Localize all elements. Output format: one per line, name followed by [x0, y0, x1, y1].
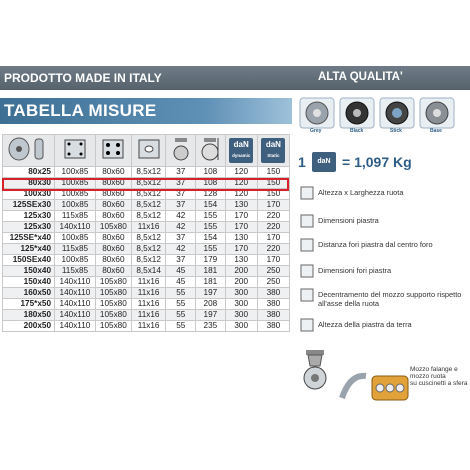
- table-cell: 140x110: [55, 310, 96, 321]
- table-cell: 197: [196, 310, 226, 321]
- table-row: [3, 310, 290, 321]
- table-cell: 125SE*x40: [3, 233, 55, 244]
- table-cell: 80x60: [95, 167, 131, 178]
- table-cell: 80x60: [95, 255, 131, 266]
- table-cell: 181: [196, 266, 226, 277]
- table-row: [3, 167, 290, 178]
- load-value: = 1,097 Kg: [342, 154, 412, 170]
- hub-note: [410, 366, 470, 387]
- load-conversion: [298, 150, 468, 174]
- legend-icon: [300, 186, 314, 200]
- table-cell: 11x16: [131, 222, 166, 233]
- table-cell: 108: [196, 167, 226, 178]
- table-cell: 125x30: [3, 211, 55, 222]
- table-cell: 300: [225, 288, 257, 299]
- table-cell: 55: [166, 310, 196, 321]
- table-cell: 154: [196, 233, 226, 244]
- sizes-table: [2, 134, 290, 332]
- table-cell: 55: [166, 288, 196, 299]
- table-cell: 140x110: [55, 277, 96, 288]
- table-cell: 380: [257, 288, 289, 299]
- table-cell: 105x80: [95, 277, 131, 288]
- header-banner: [0, 66, 470, 90]
- table-cell: 180x50: [3, 310, 55, 321]
- table-cell: 55: [166, 321, 196, 332]
- table-cell: 120: [225, 189, 257, 200]
- table-cell: 130: [225, 255, 257, 266]
- dynamic-load-icon: [225, 135, 257, 167]
- table-body: [3, 167, 290, 332]
- table-cell: 300: [225, 299, 257, 310]
- table-row: [3, 244, 290, 255]
- table-cell: 125SEx30: [3, 200, 55, 211]
- table-cell: 155: [196, 222, 226, 233]
- table-cell: 170: [225, 244, 257, 255]
- table-cell: 150SEx40: [3, 255, 55, 266]
- table-cell: 105x80: [95, 310, 131, 321]
- table-row: [3, 200, 290, 211]
- static-load-label: daN: [265, 140, 281, 149]
- table-row: [3, 299, 290, 310]
- wheel-label-grey: Grey: [310, 128, 322, 134]
- table-cell: 130: [225, 200, 257, 211]
- table-cell: 155: [196, 244, 226, 255]
- table-cell: 150x40: [3, 277, 55, 288]
- legend-item: Altezza x Larghezza ruota: [318, 188, 404, 197]
- table-cell: 11x16: [131, 299, 166, 310]
- table-row: [3, 277, 290, 288]
- table-header-row: [3, 135, 290, 167]
- table-cell: 100x85: [55, 200, 96, 211]
- made-in-italy-label: PRODOTTO MADE IN ITALY: [4, 71, 162, 85]
- table-cell: 80x60: [95, 244, 131, 255]
- table-cell: 200: [225, 277, 257, 288]
- table-cell: 80x60: [95, 233, 131, 244]
- table-cell: 8,5x12: [131, 244, 166, 255]
- table-cell: 80x60: [95, 189, 131, 200]
- table-cell: 11x16: [131, 288, 166, 299]
- table-cell: 45: [166, 277, 196, 288]
- plate-dimension-icon: [55, 135, 96, 167]
- table-row: [3, 321, 290, 332]
- table-cell: 105x80: [95, 321, 131, 332]
- table-cell: 100x85: [55, 255, 96, 266]
- table-cell: 100x85: [55, 178, 96, 189]
- table-cell: 100x85: [55, 189, 96, 200]
- table-cell: 179: [196, 255, 226, 266]
- table-cell: 8,5x12: [131, 233, 166, 244]
- table-cell: 80x60: [95, 211, 131, 222]
- table-cell: 125x30: [3, 222, 55, 233]
- table-cell: 200: [225, 266, 257, 277]
- dan-load-icon: daN: [312, 152, 336, 172]
- hub-note-2: mozzo ruota: [410, 373, 446, 380]
- table-cell: 181: [196, 277, 226, 288]
- table-cell: 220: [257, 222, 289, 233]
- legend-icon: [300, 264, 314, 278]
- offset-icon: [166, 135, 196, 167]
- table-row: [3, 233, 290, 244]
- table-cell: 55: [166, 299, 196, 310]
- table-cell: 80x25: [3, 167, 55, 178]
- table-cell: 300: [225, 321, 257, 332]
- table-row: [3, 266, 290, 277]
- table-row: [3, 222, 290, 233]
- table-cell: 380: [257, 310, 289, 321]
- table-cell: 170: [257, 200, 289, 211]
- table-cell: 80x60: [95, 178, 131, 189]
- table-cell: 155: [196, 211, 226, 222]
- table-cell: 42: [166, 211, 196, 222]
- table-cell: 170: [257, 233, 289, 244]
- table-cell: 170: [225, 222, 257, 233]
- hub-note-3: su cuscinetti a sfera: [410, 380, 468, 387]
- table-cell: 8,5x12: [131, 189, 166, 200]
- table-cell: 120: [225, 178, 257, 189]
- hole-size-icon: [131, 135, 166, 167]
- table-cell: 300: [225, 310, 257, 321]
- legend-icon: [300, 238, 314, 252]
- table-cell: 150: [257, 178, 289, 189]
- legend-item: Decentramento del mozzo supporto rispetto all'asse della ruota: [318, 290, 462, 308]
- table-cell: 8,5x12: [131, 255, 166, 266]
- table-cell: 380: [257, 321, 289, 332]
- ball-bearing-icon: [338, 368, 412, 408]
- wheel-size-header-icon: [3, 135, 55, 167]
- table-cell: 250: [257, 277, 289, 288]
- table-cell: 170: [257, 255, 289, 266]
- table-cell: 160x50: [3, 288, 55, 299]
- static-load-sub: Static: [267, 153, 280, 158]
- caster-drawing-icon: [300, 348, 330, 392]
- table-cell: 115x85: [55, 211, 96, 222]
- table-cell: 200x50: [3, 321, 55, 332]
- legend-item: Altezza della piastra da terra: [318, 320, 412, 329]
- table-row: [3, 255, 290, 266]
- table-cell: 37: [166, 167, 196, 178]
- table-cell: 100x85: [55, 167, 96, 178]
- table-cell: 150x40: [3, 266, 55, 277]
- dynamic-load-label: daN: [233, 140, 249, 149]
- table-cell: 115x85: [55, 266, 96, 277]
- table-cell: 105x80: [95, 288, 131, 299]
- table-cell: 42: [166, 222, 196, 233]
- wheel-label-black: Black: [350, 128, 364, 134]
- wheel-label-stick: Stick: [390, 128, 402, 134]
- hub-note-1: Mozzo falange e: [410, 366, 458, 373]
- table-cell: 250: [257, 266, 289, 277]
- table-cell: 37: [166, 178, 196, 189]
- table-cell: 380: [257, 299, 289, 310]
- table-cell: 37: [166, 189, 196, 200]
- table-cell: 105x80: [95, 299, 131, 310]
- table-cell: 42: [166, 244, 196, 255]
- legend-icon: [300, 288, 314, 302]
- selected-row-highlight: [2, 178, 289, 191]
- table-cell: 197: [196, 288, 226, 299]
- table-cell: 140x110: [55, 288, 96, 299]
- legend-icon: [300, 318, 314, 332]
- table-cell: 120: [225, 167, 257, 178]
- table-cell: 140x110: [55, 222, 96, 233]
- legend-icon: [300, 214, 314, 228]
- table-cell: 37: [166, 233, 196, 244]
- table-cell: 170: [225, 211, 257, 222]
- table-cell: 80x60: [95, 266, 131, 277]
- load-one: 1: [298, 154, 306, 170]
- table-cell: 115x85: [55, 244, 96, 255]
- hole-distance-icon: [95, 135, 131, 167]
- wheel-label-base: Base: [430, 128, 442, 134]
- table-cell: 220: [257, 211, 289, 222]
- table-cell: 140x110: [55, 321, 96, 332]
- table-cell: 37: [166, 255, 196, 266]
- table-cell: 175*x50: [3, 299, 55, 310]
- table-cell: 130: [225, 233, 257, 244]
- table-cell: 100x85: [55, 233, 96, 244]
- table-cell: 11x16: [131, 277, 166, 288]
- table-cell: 45: [166, 266, 196, 277]
- table-row: [3, 288, 290, 299]
- table-row: [3, 211, 290, 222]
- table-cell: 150: [257, 167, 289, 178]
- table-cell: 80x30: [3, 178, 55, 189]
- table-cell: 154: [196, 200, 226, 211]
- table-cell: 208: [196, 299, 226, 310]
- table-cell: 8,5x12: [131, 178, 166, 189]
- table-cell: 8,5x12: [131, 200, 166, 211]
- table-cell: 11x16: [131, 310, 166, 321]
- dynamic-load-sub: dynamic: [232, 153, 251, 158]
- legend-item: Distanza fori piastra dal centro foro: [318, 240, 433, 249]
- table-cell: 128: [196, 189, 226, 200]
- page-title: TABELLA MISURE: [0, 98, 292, 124]
- table-cell: 100x30: [3, 189, 55, 200]
- table-cell: 80x60: [95, 200, 131, 211]
- table-cell: 8,5x14: [131, 266, 166, 277]
- static-load-icon: [257, 135, 289, 167]
- legend-item: Dimensioni piastra: [318, 216, 379, 225]
- quality-label: ALTA QUALITA': [318, 71, 403, 83]
- table-cell: 235: [196, 321, 226, 332]
- height-icon: [196, 135, 226, 167]
- table-cell: 8,5x12: [131, 167, 166, 178]
- table-cell: 150: [257, 189, 289, 200]
- table-cell: 8,5x12: [131, 211, 166, 222]
- table-cell: 11x16: [131, 321, 166, 332]
- table-cell: 140x110: [55, 299, 96, 310]
- table-cell: 37: [166, 200, 196, 211]
- table-cell: 125*x40: [3, 244, 55, 255]
- legend-item: Dimensioni fori piastra: [318, 266, 392, 275]
- table-cell: 108: [196, 178, 226, 189]
- table-cell: 220: [257, 244, 289, 255]
- table-cell: 105x80: [95, 222, 131, 233]
